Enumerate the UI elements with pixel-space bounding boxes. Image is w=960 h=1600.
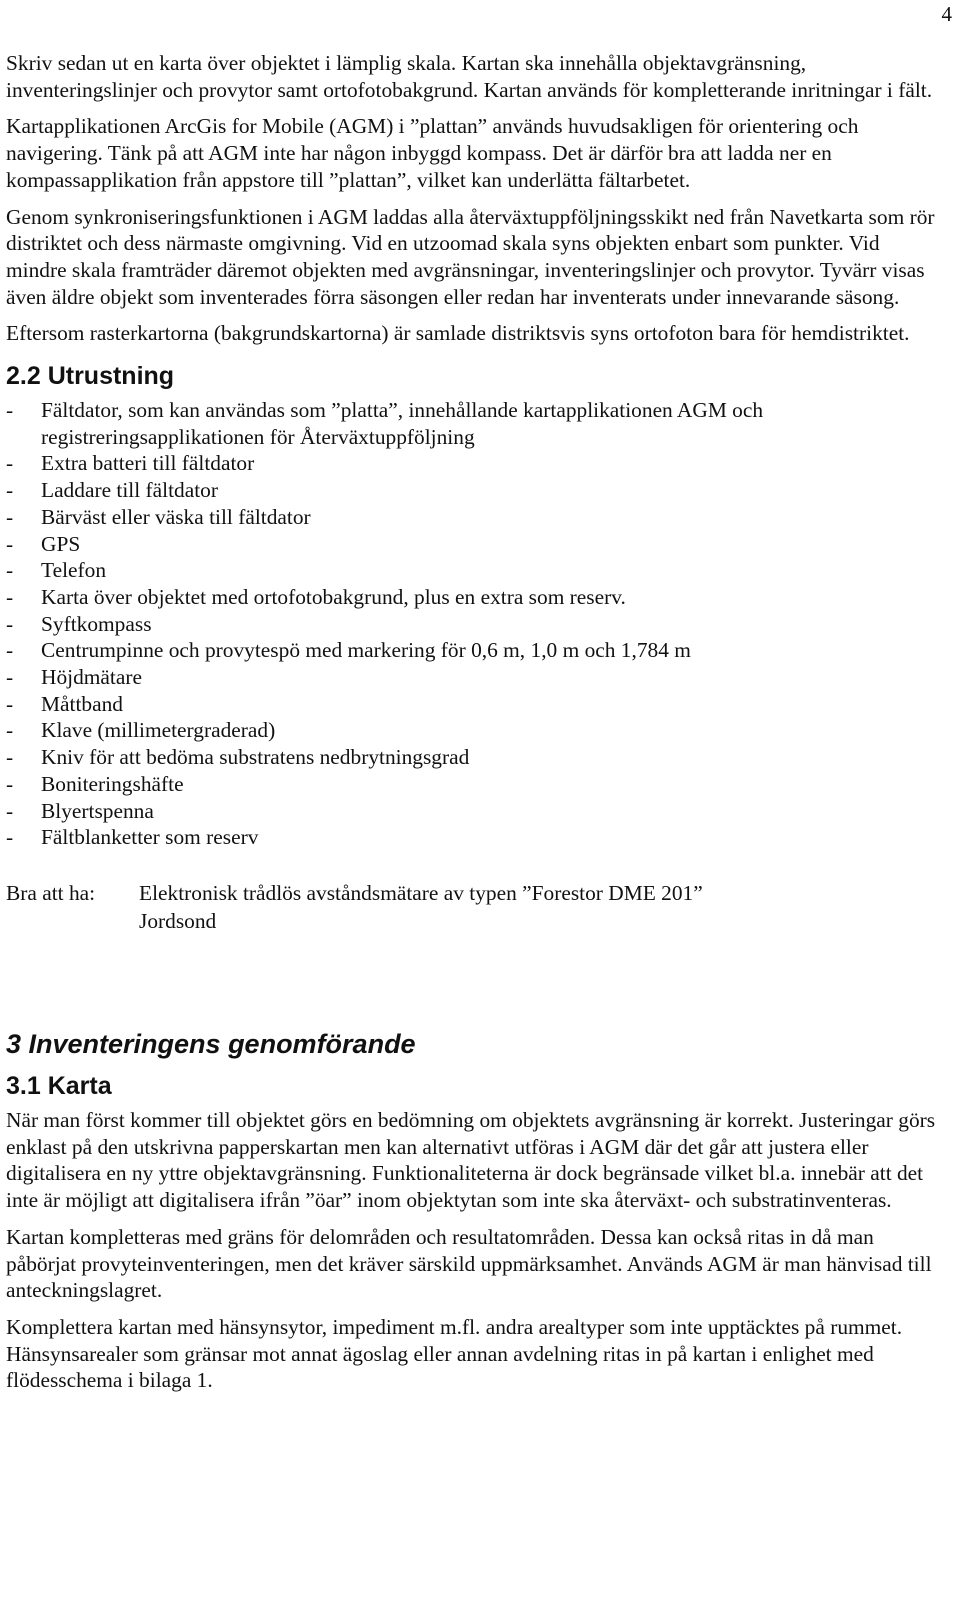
list-item bbox=[6, 611, 936, 638]
list-item-text: Laddare till fältdator bbox=[41, 478, 218, 503]
section-spacer bbox=[6, 935, 936, 1027]
intro-paragraph-4: Eftersom rasterkartorna (bakgrundskartorna) är samlade distriktsvis syns ortofoton bara för hemdistriktet. bbox=[6, 321, 910, 346]
list-item-text: Klave (millimetergraderad) bbox=[41, 718, 276, 743]
list-item-text: Bärväst eller väska till fältdator bbox=[41, 504, 311, 529]
list-item bbox=[6, 504, 936, 531]
intro-paragraph-1: Skriv sedan ut en karta över objektet i lämplig skala. Kartan ska innehålla objektavgränsning, inventeringslinjer och provytor samt ortofotobakgrund. Kartan används för kompletterande inritningar i fält. bbox=[6, 51, 933, 102]
list-dash: - bbox=[6, 504, 14, 529]
list-item-text: Karta över objektet med ortofotobakgrund, plus en extra som reserv. bbox=[41, 584, 626, 609]
list-item-text: Höjdmätare bbox=[41, 665, 142, 690]
list-dash: - bbox=[6, 798, 14, 823]
list-item bbox=[6, 771, 936, 798]
page-number: 4 bbox=[941, 2, 952, 26]
list-dash: - bbox=[6, 478, 14, 503]
list-item bbox=[6, 531, 936, 558]
list-item bbox=[6, 664, 936, 691]
list-item bbox=[6, 798, 936, 825]
list-item bbox=[6, 477, 936, 504]
map-paragraph-3: Komplettera kartan med hänsynsytor, impediment m.fl. andra arealtyper som inte upptäcktes på rummet. Hänsynsarealer som gränsar mot annat ägoslag eller annan avdelning ritas in på kartan i enlighet med flödesschema i bilaga 1. bbox=[6, 1314, 903, 1393]
list-dash: - bbox=[6, 825, 14, 850]
list-item bbox=[6, 824, 936, 851]
list-item bbox=[6, 717, 936, 744]
list-item bbox=[6, 691, 936, 718]
document-body bbox=[6, 50, 936, 1404]
list-item bbox=[6, 637, 936, 664]
list-item bbox=[6, 557, 936, 584]
list-dash: - bbox=[6, 638, 14, 663]
chapter-heading-inventory: 3 Inventeringens genomförande bbox=[6, 1028, 416, 1059]
list-item bbox=[6, 397, 936, 450]
equipment-list bbox=[6, 397, 936, 851]
nice-to-have-item: Elektronisk trådlös avståndsmätare av typen ”Forestor DME 201” bbox=[139, 880, 703, 905]
nice-to-have-list bbox=[139, 879, 703, 935]
list-item-text: Kniv för att bedöma substratens nedbrytningsgrad bbox=[41, 745, 470, 770]
map-paragraph-1: När man först kommer till objektet görs en bedömning om objektets avgränsning är korrekt. Justeringar görs enklast på den utskrivna papperskartan men kan alternativt utföras i AGM där det går att justera eller digitalisera en ny yttre objektavgränsning. Funktionaliteterna är dock begränsade vilket bl.a. innebär att det inte är möjligt att digitalisera ifrån ”öar” inom objektytan som inte ska återväxt- och substratinventeras. bbox=[6, 1107, 936, 1213]
list-item-text: Boniteringshäfte bbox=[41, 771, 184, 796]
list-item-text: Syftkompass bbox=[41, 611, 152, 636]
list-dash: - bbox=[6, 665, 14, 690]
list-dash: - bbox=[6, 718, 14, 743]
list-item bbox=[6, 584, 936, 611]
list-item-text: Blyertspenna bbox=[41, 798, 154, 823]
list-dash: - bbox=[6, 558, 14, 583]
nice-to-have-item: Jordsond bbox=[139, 908, 217, 933]
intro-paragraph-2: Kartapplikationen ArcGis for Mobile (AGM) i ”plattan” används huvudsakligen för orientering och navigering. Tänk på att AGM inte har någon inbyggd kompass. Det är därför bra att ladda ner en kompassapplikation från appstore till ”plattan”, vilket kan underlätta fältarbetet. bbox=[6, 114, 859, 192]
list-dash: - bbox=[6, 771, 14, 796]
list-item-text: Extra batteri till fältdator bbox=[41, 451, 255, 476]
list-item bbox=[6, 744, 936, 771]
list-item-text: GPS bbox=[41, 531, 81, 556]
list-dash: - bbox=[6, 398, 14, 423]
list-dash: - bbox=[6, 531, 14, 556]
nice-to-have bbox=[6, 879, 936, 935]
list-dash: - bbox=[6, 745, 14, 770]
list-item-text: Telefon bbox=[41, 558, 107, 583]
map-paragraph-2: Kartan kompletteras med gräns för delområden och resultatområden. Dessa kan också ritas in då man påbörjat provyteinventeringen, men det kräver särskild uppmärksamhet. Används AGM är man hänvisad till anteckningslagret. bbox=[6, 1224, 932, 1303]
list-item-text: Centrumpinne och provytespö med markering för 0,6 m, 1,0 m och 1,784 m bbox=[41, 638, 691, 663]
section-heading-equipment: 2.2 Utrustning bbox=[6, 362, 175, 391]
list-dash: - bbox=[6, 584, 14, 609]
section-heading-map: 3.1 Karta bbox=[6, 1071, 112, 1100]
list-dash: - bbox=[6, 691, 14, 716]
list-item bbox=[6, 450, 936, 477]
nice-to-have-label: Bra att ha: bbox=[6, 880, 96, 905]
intro-paragraph-3: Genom synkroniseringsfunktionen i AGM laddas alla återväxtuppföljningsskikt ned från Navetkarta som rör distriktet och dess närmaste omgivning. Vid en utzoomad skala syns objekten enbart som punkter. Vid mindre skala framträder däremot objekten med avgränsningar, inventeringslinjer och provytor. Tyvärr visas även äldre objekt som inventerades förra säsongen eller redan har inventerats under innevarande säsong. bbox=[6, 204, 935, 309]
list-dash: - bbox=[6, 611, 14, 636]
list-item-text: Måttband bbox=[41, 691, 123, 716]
list-item-text: Fältdator, som kan användas som ”platta”, innehållande kartapplikationen AGM och registreringsapplikationen för Återväxtuppföljning bbox=[41, 398, 764, 449]
list-item-text: Fältblanketter som reserv bbox=[41, 825, 259, 850]
list-dash: - bbox=[6, 451, 14, 476]
